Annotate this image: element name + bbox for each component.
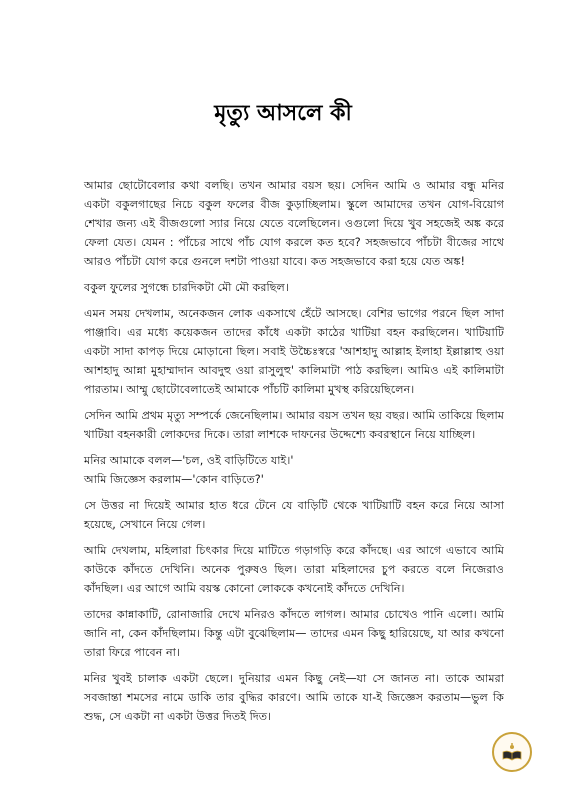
page-title: মৃত্যু আসলে কী: [214, 101, 352, 126]
paragraph: সেদিন আমি প্রথম মৃত্যু সম্পর্কে জেনেছিলাম। আমার বয়স তখন ছয় বছর। আমি তাকিয়ে ছিলাম খাটিয়া বহনকারী লোকদের দিকে। তারা লাশকে দাফনের উদ্দেশ্যে কবরস্থানে নিয়ে যাচ্ছিল।: [84, 409, 504, 441]
paragraph: মনির খুবই চালাক একটা ছেলে। দুনিয়ার এমন কিছু নেই—যা সে জানত না। তাকে আমরা সবজান্তা শমসের নামে ডাকি তার বুদ্ধির কারণে। আমি তাকে যা-ই জিজ্ঞেস করতাম—ভুল কি শুদ্ধ, সে একটা না একটা উত্তর দিতই দিত।: [84, 672, 504, 723]
paragraph: মনির আমাকে বলল—'চল, ওই বাড়িটিতে যাই।': [84, 454, 294, 467]
paragraph: এমন সময় দেখলাম, অনেকজন লোক একসাথে হেঁটে আসছে। বেশির ভাগের পরনে ছিল সাদা পাঞ্জাবি। এর মধ্যে কয়েকজন তাদের কাঁধে একটা কাঠের খাটিয়া বহন করছিলেন। খাটিয়াটি একটা সাদা কাপড় দিয়ে মোড়ানো ছিল। সবাই উচ্চৈঃস্বরে 'আশহাদু আল্লাহ ইলাহা ইল্লাল্লাহু ওয়া আশহাদু আন্না মুহাম্মাদান আবদুহু ওয়া রাসুলুহু' কালিমাটা পাঠ করছিল। আমিও এই কালিমাটা পারতাম। আম্মু ছোটোবেলাতেই আমাকে পাঁচটি কালিমা মুখস্থ করিয়েছিলেন।: [84, 307, 504, 396]
paragraph: আমি দেখলাম, মহিলারা চিৎকার দিয়ে মাটিতে গড়াগড়ি করে কাঁদছে। এর আগে এভাবে আমি কাউকে কাঁদতে দেখিনি। অনেক পুরুষও ছিল। তারা মহিলাদের চুপ করতে বলে নিজেরাও কাঁদছিল। এর আগে আমি বয়স্ক কোনো লোককে কখনোই কাঁদতে দেখিনি।: [84, 544, 504, 595]
body-text: [84, 176, 504, 733]
paragraph: বকুল ফুলের সুগন্ধে চারদিকটা মৌ মৌ করছিল।: [84, 281, 289, 294]
paragraph: আমি জিজ্ঞেস করলাম—'কোন বাড়িতে?': [84, 473, 264, 486]
paragraph: সে উত্তর না দিয়েই আমার হাত ধরে টেনে যে বাড়িটি থেকে খাটিয়াটি বহন করে নিয়ে আসা হয়েছে, সেখানে নিয়ে গেল।: [84, 499, 504, 531]
paragraph: তাদের কান্নাকাটি, রোনাজারি দেখে মনিরও কাঁদতে লাগল। আমার চোখেও পানি এলো। আমি জানি না, কেন কাঁদছিলাম। কিন্তু এটা বুঝেছিলাম— তাদের এমন কিছু হারিয়েছে, যা আর কখনো তারা ফিরে পাবেন না।: [84, 608, 504, 659]
paragraph: আমার ছোটোবেলার কথা বলছি। তখন আমার বয়স ছয়। সেদিন আমি ও আমার বন্ধু মনির একটা বকুলগাছের নিচে বকুল ফলের বীজ কুড়াচ্ছিলাম। স্কুলে আমাদের তখন যোগ-বিয়োগ শেখার জন্য এই বীজগুলো স্যার নিয়ে যেতে বলেছিলেন। ওগুলো দিয়ে খুব সহজেই অঙ্ক করে ফেলা যেত। যেমন : পাঁচের সাথে পাঁচ যোগ করলে কত হবে? সহজভাবে পাঁচটা বীজের সাথে আরও পাঁচটা যোগ করে গুনলে দশটা পাওয়া যাবে। কত সহজভাবে করা হয়ে যেত অঙ্ক!: [84, 179, 504, 268]
book-logo-icon: [492, 732, 532, 772]
